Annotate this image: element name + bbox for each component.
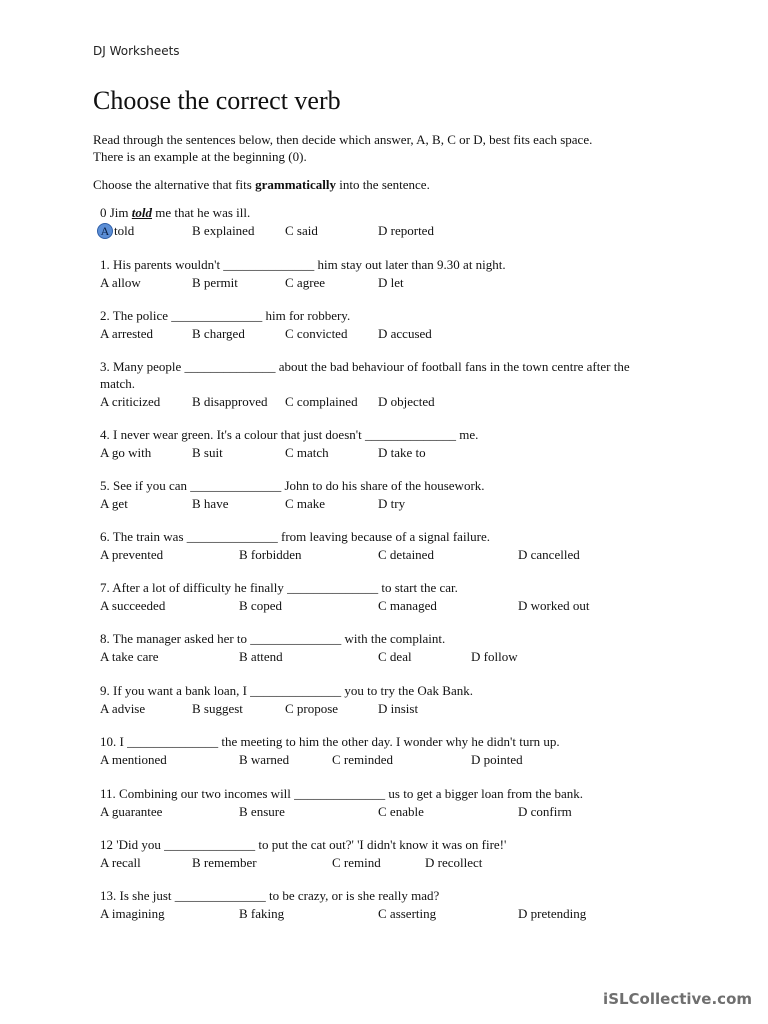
option-b[interactable]: B warned (239, 752, 290, 767)
option-a[interactable]: A arrested (100, 326, 154, 341)
option-c[interactable]: C convicted (285, 326, 348, 341)
answer-options (100, 393, 660, 411)
question-text: 6. The train was ______________ from leaving because of a signal failure. (100, 529, 491, 544)
option-c[interactable]: C remind (332, 855, 381, 870)
option-a[interactable]: A criticized (100, 394, 161, 409)
option-c[interactable]: C reminded (332, 752, 394, 767)
question-text: 10. I ______________ the meeting to him the other day. I wonder why he didn't turn up. (100, 734, 560, 749)
option-d[interactable]: D try (378, 496, 406, 511)
answer-options (100, 325, 660, 343)
option-d[interactable]: D confirm (518, 804, 572, 819)
instruction-bold: grammatically (255, 177, 336, 192)
watermark-footer: iSLCollective.com (603, 990, 752, 1008)
example-option-a[interactable] (97, 222, 134, 239)
option-a[interactable]: A succeeded (100, 598, 166, 613)
intro-line-2: There is an example at the beginning (0). (93, 149, 307, 164)
option-d[interactable]: D let (378, 275, 404, 290)
option-d[interactable]: D pretending (518, 906, 587, 921)
option-c[interactable]: C deal (378, 649, 412, 664)
option-b[interactable]: B attend (239, 649, 283, 664)
example-question (100, 204, 660, 240)
option-c[interactable]: C detained (378, 547, 434, 562)
option-d[interactable]: D worked out (518, 598, 590, 613)
question-11 (100, 785, 660, 821)
question-1 (100, 256, 660, 292)
question-3 (100, 358, 660, 411)
option-b[interactable]: B have (192, 496, 229, 511)
option-b[interactable]: B remember (192, 855, 257, 870)
answer-options (100, 444, 660, 462)
example-options (100, 222, 660, 240)
option-a[interactable]: A allow (100, 275, 141, 290)
question-text: 12 'Did you ______________ to put the cat out?' 'I didn't know it was on fire!' (100, 837, 507, 852)
selected-answer-circle: A (97, 223, 113, 239)
option-b[interactable]: B permit (192, 275, 238, 290)
option-b[interactable]: B disapproved (192, 394, 268, 409)
instruction-pre: Choose the alternative that fits (93, 177, 256, 192)
option-a[interactable]: A mentioned (100, 752, 167, 767)
option-c[interactable]: C managed (378, 598, 437, 613)
option-d[interactable]: D recollect (425, 855, 483, 870)
question-text: 1. His parents wouldn't ______________ him stay out later than 9.30 at night. (100, 257, 506, 272)
option-b[interactable]: B suggest (192, 701, 243, 716)
option-a[interactable]: A take care (100, 649, 159, 664)
example-option-a-label: told (114, 223, 135, 238)
option-d[interactable]: D cancelled (518, 547, 580, 562)
answer-options (100, 648, 660, 666)
option-a[interactable]: A get (100, 496, 128, 511)
intro-text (93, 131, 673, 165)
answer-options (100, 274, 660, 292)
option-c[interactable]: C propose (285, 701, 339, 716)
option-d[interactable]: D objected (378, 394, 435, 409)
answer-options (100, 854, 660, 872)
option-b[interactable]: B ensure (239, 804, 285, 819)
option-b[interactable]: B charged (192, 326, 245, 341)
option-c[interactable]: C complained (285, 394, 358, 409)
question-12 (100, 836, 660, 872)
answer-options (100, 546, 660, 564)
question-2 (100, 307, 660, 343)
example-text-post: me that he was ill. (152, 205, 251, 220)
option-c[interactable]: C agree (285, 275, 326, 290)
option-d[interactable]: D follow (471, 649, 518, 664)
question-text: 11. Combining our two incomes will ______________ us to get a bigger loan from the bank. (100, 786, 583, 801)
option-a[interactable]: A advise (100, 701, 146, 716)
option-b[interactable]: B suit (192, 445, 223, 460)
answer-options (100, 495, 660, 513)
document-header: DJ Worksheets (93, 44, 180, 58)
question-6 (100, 528, 660, 564)
option-b[interactable]: B coped (239, 598, 282, 613)
option-c[interactable]: C match (285, 445, 329, 460)
option-a[interactable]: A go with (100, 445, 152, 460)
option-d[interactable]: D insist (378, 701, 419, 716)
question-text: 2. The police ______________ him for robbery. (100, 308, 351, 323)
answer-options (100, 597, 660, 615)
example-option-d[interactable]: D reported (378, 223, 434, 238)
option-b[interactable]: B faking (239, 906, 285, 921)
question-text: 4. I never wear green. It's a colour that just doesn't ______________ me. (100, 427, 479, 442)
page-title: Choose the correct verb (93, 86, 341, 115)
question-9 (100, 682, 660, 718)
option-d[interactable]: D pointed (471, 752, 523, 767)
option-a[interactable]: A recall (100, 855, 141, 870)
example-text-pre: 0 Jim (100, 205, 132, 220)
question-text: 5. See if you can ______________ John to do his share of the housework. (100, 478, 485, 493)
question-8 (100, 630, 660, 666)
option-b[interactable]: B forbidden (239, 547, 302, 562)
question-5 (100, 477, 660, 513)
answer-options (100, 751, 660, 769)
question-text: 7. After a lot of difficulty he finally ______________ to start the car. (100, 580, 458, 595)
answer-options (100, 905, 660, 923)
question-text: 8. The manager asked her to ______________ with the complaint. (100, 631, 446, 646)
question-13 (100, 887, 660, 923)
option-d[interactable]: D accused (378, 326, 432, 341)
option-d[interactable]: D take to (378, 445, 426, 460)
question-10 (100, 733, 660, 769)
question-text: 13. Is she just ______________ to be crazy, or is she really mad? (100, 888, 440, 903)
option-c[interactable]: C asserting (378, 906, 437, 921)
example-option-c[interactable]: C said (285, 223, 318, 238)
question-7 (100, 579, 660, 615)
question-text: 9. If you want a bank loan, I ______________ you to try the Oak Bank. (100, 683, 473, 698)
instruction-text (93, 176, 673, 193)
option-c[interactable]: C enable (378, 804, 424, 819)
option-c[interactable]: C make (285, 496, 326, 511)
answer-options (100, 803, 660, 821)
option-a[interactable]: A imagining (100, 906, 165, 921)
example-text (100, 204, 660, 221)
question-text: 3. Many people ______________ about the bad behaviour of football fans in the town centre after the match. (100, 359, 630, 391)
instruction-post: into the sentence. (335, 177, 430, 192)
question-4 (100, 426, 660, 462)
option-a[interactable]: A guarantee (100, 804, 163, 819)
answer-options (100, 700, 660, 718)
intro-line-1: Read through the sentences below, then decide which answer, A, B, C or D, best fits each space. (93, 132, 593, 147)
option-a[interactable]: A prevented (100, 547, 164, 562)
example-option-b[interactable]: B explained (192, 223, 255, 238)
example-verb: told (131, 205, 153, 220)
